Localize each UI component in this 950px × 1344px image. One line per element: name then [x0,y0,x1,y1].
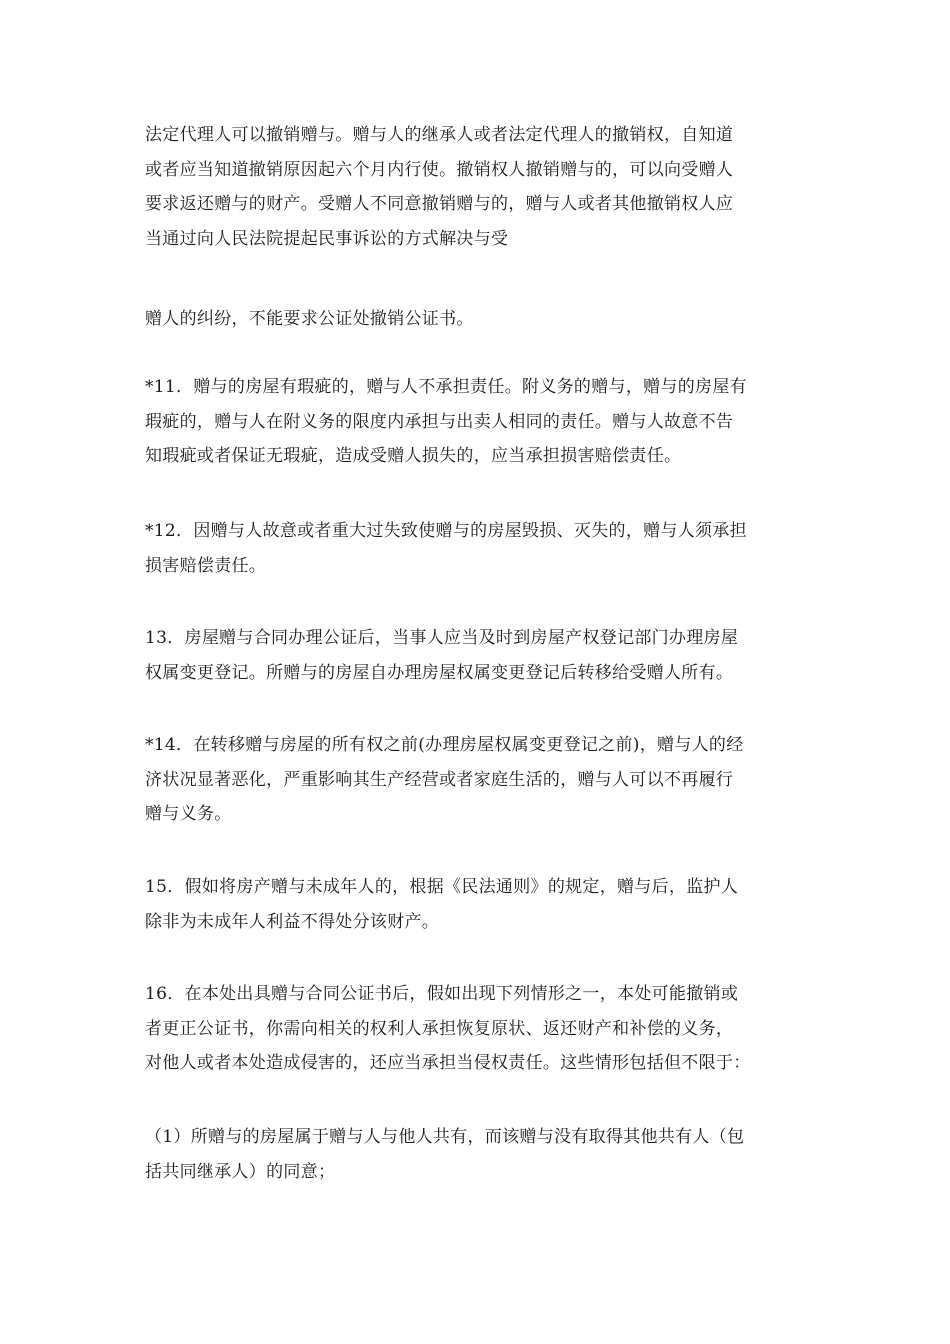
text-line: 要求返还赠与的财产。受赠人不同意撤销赠与的，赠与人或者其他撤销权人应 [145,194,734,214]
text-line: 13．房屋赠与合同办理公证后，当事人应当及时到房屋产权登记部门办理房屋 [145,628,739,648]
text-line: 知瑕疵或者保证无瑕疵，造成受赠人损失的，应当承担损害赔偿责任。 [145,446,682,466]
text-line: *14．在转移赠与房屋的所有权之前(办理房屋权属变更登记之前)，赠与人的经 [145,735,744,755]
paragraph-item-15 [145,870,815,939]
text-line: 者更正公证书，你需向相关的权利人承担恢复原状、返还财产和补偿的义务， [145,1018,734,1039]
text-line: 济状况显著恶化，严重影响其生产经营或者家庭生活的，赠与人可以不再履行 [145,769,734,790]
paragraph-item-13 [145,621,815,690]
text-line: *12．因赠与人故意或者重大过失致使赠与的房屋毁损、灭失的，赠与人须承担 [145,521,747,541]
paragraph-item-16 [145,977,815,1081]
text-line: 法定代理人可以撤销赠与。赠与人的继承人或者法定代理人的撤销权，自知道 [145,125,734,145]
paragraph-revocation [145,118,815,256]
text-line: *11．赠与的房屋有瑕疵的，赠与人不承担责任。附义务的赠与，赠与的房屋有 [145,377,747,397]
text-line: 权属变更登记。所赠与的房屋自办理房屋权属变更登记后转移给受赠人所有。 [145,662,734,683]
text-line: 赠与义务。 [145,804,232,824]
paragraph-item-12 [145,514,815,583]
paragraph-subitem-1 [145,1120,815,1189]
paragraph-item-11 [145,370,815,474]
text-line: 赠人的纠纷，不能要求公证处撤销公证书。 [145,309,474,329]
text-line: 对他人或者本处造成侵害的，还应当承担当侵权责任。这些情形包括但不限于： [145,1053,751,1073]
text-line: 当通过向人民法院提起民事诉讼的方式解决与受 [145,228,509,249]
text-line: 16．在本处出具赠与合同公证书后，假如出现下列情形之一，本处可能撤销或 [145,984,739,1004]
text-line: 括共同继承人）的同意； [145,1161,336,1182]
text-line: 除非为未成年人利益不得处分该财产。 [145,911,440,932]
paragraph-revocation-continued [145,302,815,337]
text-line: 15．假如将房产赠与未成年人的，根据《民法通则》的规定，赠与后，监护人 [145,877,739,897]
paragraph-item-14 [145,728,815,832]
text-line: 或者应当知道撤销原因起六个月内行使。撤销权人撤销赠与的，可以向受赠人 [145,159,734,180]
text-line: （1）所赠与的房屋属于赠与人与他人共有，而该赠与没有取得其他共有人（包 [145,1127,745,1147]
text-line: 瑕疵的，赠与人在附义务的限度内承担与出卖人相同的责任。赠与人故意不告 [145,411,734,432]
text-line: 损害赔偿责任。 [145,555,267,576]
